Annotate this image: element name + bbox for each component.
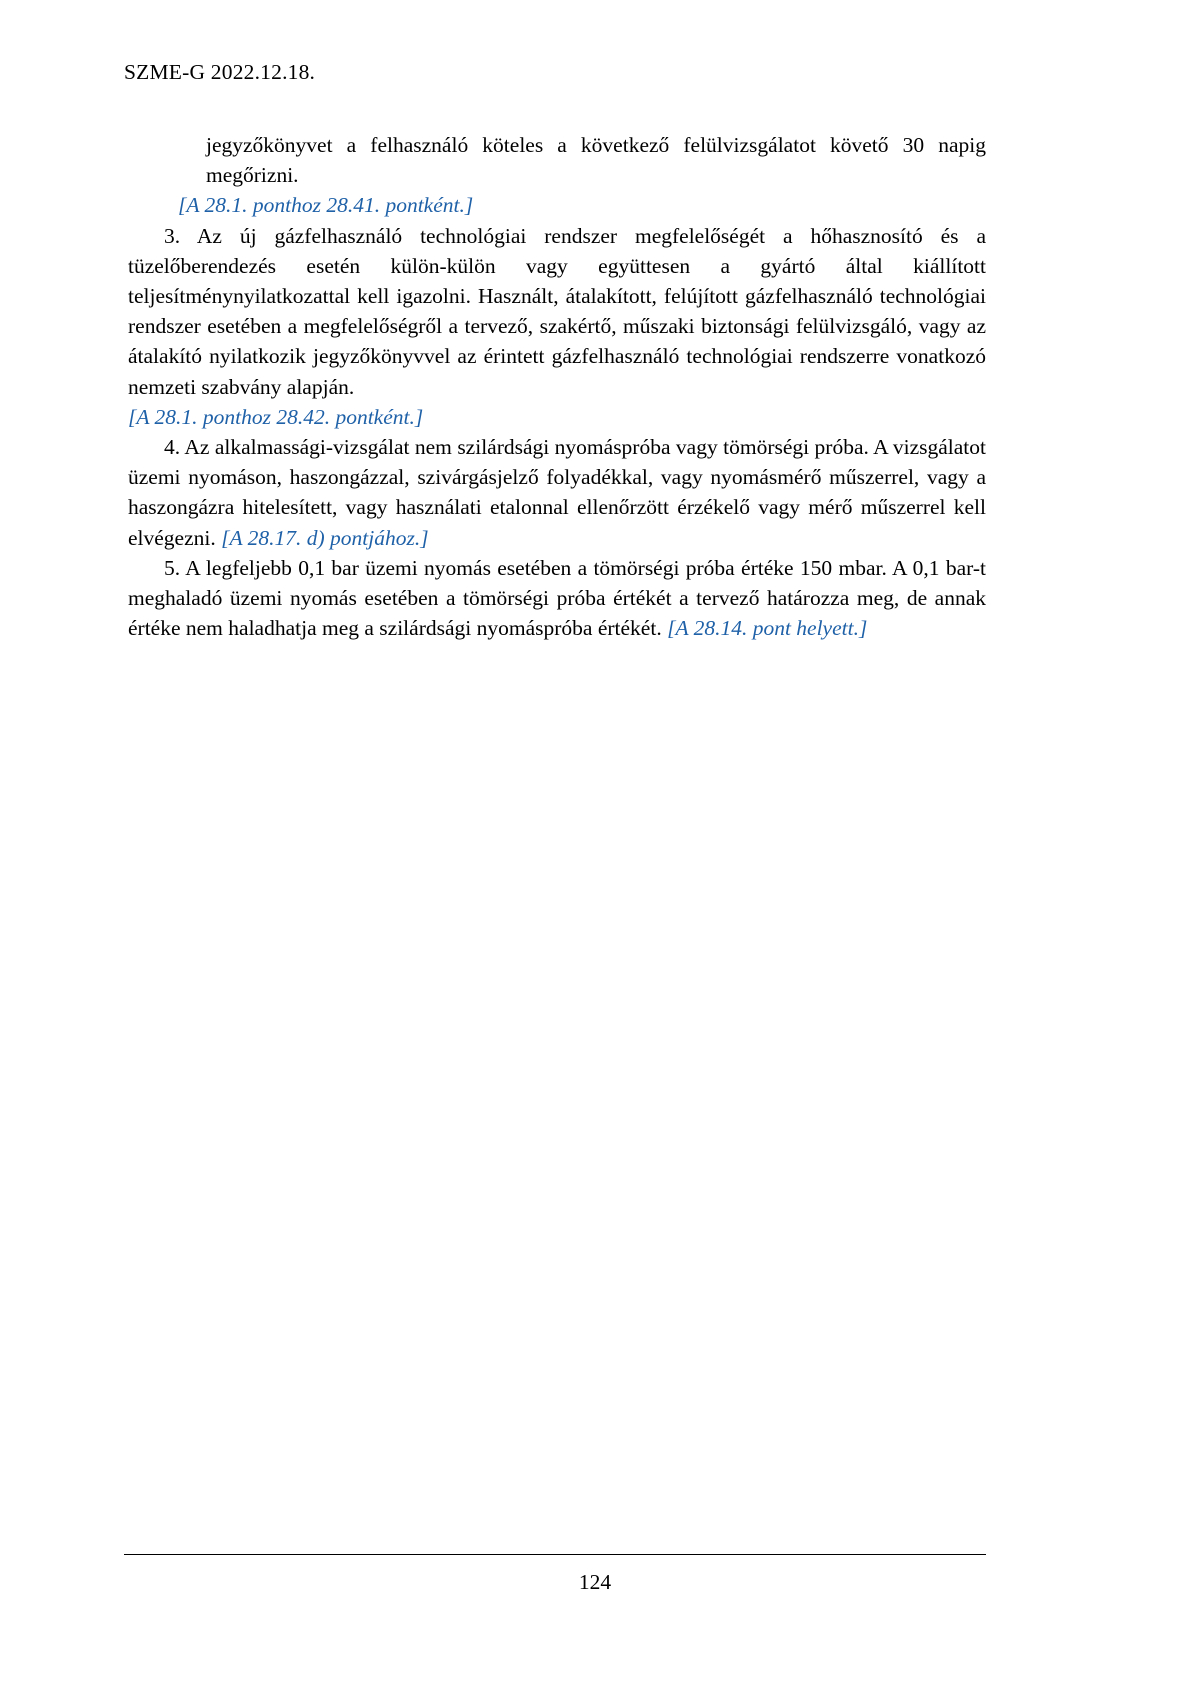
paragraph-4 xyxy=(128,432,986,553)
page-header: SZME-G 2022.12.18. xyxy=(124,60,316,84)
paragraph-5 xyxy=(128,553,986,644)
page-number: 124 xyxy=(578,1570,612,1594)
paragraph-5-reference: [A 28.14. pont helyett.] xyxy=(667,616,868,641)
paragraph-3: 3. Az új gázfelhasználó technológiai rendszer megfelelőségét a hőhasznosító és a tüzelőberendezés esetén külön-külön vagy együttesen a gyártó által kiállított teljesítménynyilatkozattal kell igazolni. Használt, átalakított, felújított gázfelhasználó technológiai rendszer esetében a megfelelőségről a tervező, szakértő, műszaki biztonsági felülvizsgáló, vagy az átalakító nyilatkozik jegyzőkönyvvel az érintett gázfelhasználó technológiai rendszerre vonatkozó nemzeti szabvány alapján. xyxy=(128,223,986,399)
footer-divider xyxy=(124,1554,986,1555)
document-body xyxy=(128,130,986,643)
paragraph-4-text: 4. Az alkalmassági-vizsgálat nem szilárdsági nyomáspróba vagy tömörségi próba. A vizsgálatot üzemi nyomáson, haszongázzal, szivárgásjelző folyadékkal, vagy nyomásmérő műszerrel, vagy a haszongázra hitelesített, vagy használati etalonnal ellenőrzött érzékelő vagy mérő műszerrel kell elvégezni. xyxy=(128,435,986,550)
paragraph-4-reference: [A 28.17. d) pontjához.] xyxy=(221,525,429,550)
paragraph-continuation-block xyxy=(206,130,986,190)
paragraph-5-text: 5. A legfeljebb 0,1 bar üzemi nyomás esetében a tömörségi próba értéke 150 mbar. A 0,1 bar-t meghaladó üzemi nyomás esetében a tömörségi próba értékét a tervező határozza meg, de annak értéke nem haladhatja meg a szilárdsági nyomáspróba értékét. xyxy=(128,555,986,641)
paragraph-continuation: jegyzőkönyvet a felhasználó köteles a következő felülvizsgálatot követő 30 napig megőrizni. xyxy=(206,133,986,188)
reference-note-1: [A 28.1. ponthoz 28.41. pontként.] xyxy=(178,193,474,218)
reference-note-2: [A 28.1. ponthoz 28.42. pontként.] xyxy=(128,404,424,429)
